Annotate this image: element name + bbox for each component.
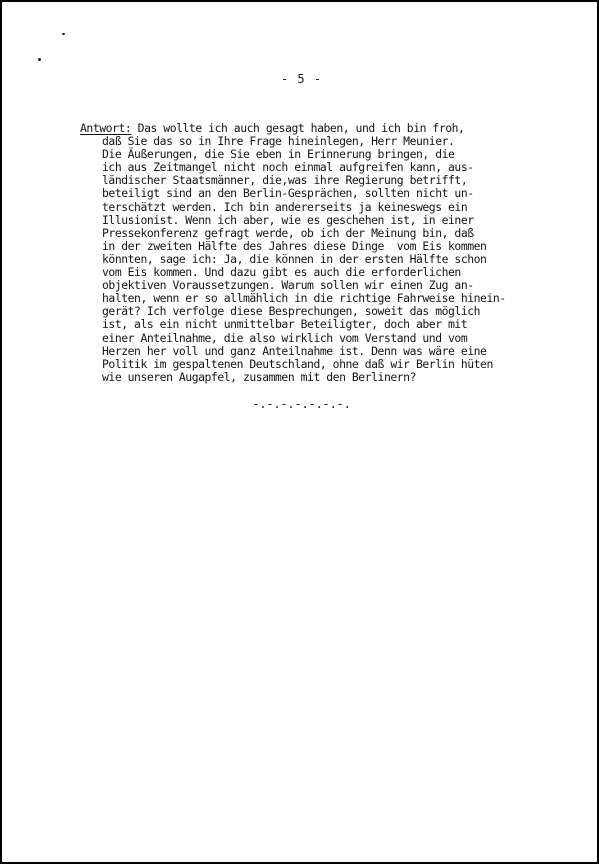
text-line: ist, als ein nicht unmittelbar Beteiligter, doch aber mit: [102, 317, 468, 332]
page-number: - 5 -: [280, 72, 323, 86]
text-line: Herzen her voll und ganz Anteilnahme ist. Denn was wäre eine: [102, 343, 487, 358]
answer-paragraph: [80, 122, 540, 384]
scan-speck: [62, 33, 65, 35]
text-line: gerät? Ich verfolge diese Besprechungen, soweit das möglich: [102, 304, 481, 319]
text-line: halten, wenn er so allmählich in die richtige Fahrweise hinein-: [102, 291, 506, 306]
text-line: in der zweiten Hälfte des Jahres diese Dinge vom Eis kommen: [102, 238, 487, 253]
text-line: Politik im gespaltenen Deutschland, ohne daß wir Berlin hüten: [102, 356, 493, 371]
text-line: terschätzt werden. Ich bin andererseits ja keineswegs ein: [102, 199, 468, 214]
first-line-text: Das wollte ich auch gesagt haben, und ich bin froh,: [131, 121, 465, 135]
text-line: vom Eis kommen. Und dazu gibt es auch die erforderlichen: [102, 265, 461, 280]
text-line: einer Anteilnahme, die also wirklich vom Verstand und vom: [102, 330, 468, 345]
text-line: ländischer Staatsmänner, die,was ihre Regierung betrifft,: [102, 173, 468, 188]
text-line: wie unseren Augapfel, zusammen mit den Berlinern?: [102, 369, 416, 384]
text-line: Die Äußerungen, die Sie eben in Erinnerung bringen, die: [102, 147, 455, 162]
text-line: Pressekonferenz gefragt werde, ob ich der Meinung bin, daß: [102, 225, 474, 240]
text-line: daß Sie das so in Ihre Frage hineinlegen, Herr Meunier.: [102, 134, 455, 149]
end-mark: -.-.-.-.-.-.-.: [252, 397, 351, 411]
text-line: beteiligt sind an den Berlin-Gesprächen, sollten nicht un-: [102, 186, 474, 201]
scan-speck: [38, 58, 41, 61]
text-line: ich aus Zeitmangel nicht noch einmal aufgreifen kann, aus-: [102, 160, 474, 175]
text-line: Illusionist. Wenn ich aber, wie es geschehen ist, in einer: [102, 212, 474, 227]
text-line: könnten, sage ich: Ja, die können in der ersten Hälfte schon: [102, 251, 487, 266]
text-line: objektiven Voraussetzungen. Warum sollen wir einen Zug an-: [102, 278, 474, 293]
speaker-label: Antwort:: [80, 121, 132, 135]
